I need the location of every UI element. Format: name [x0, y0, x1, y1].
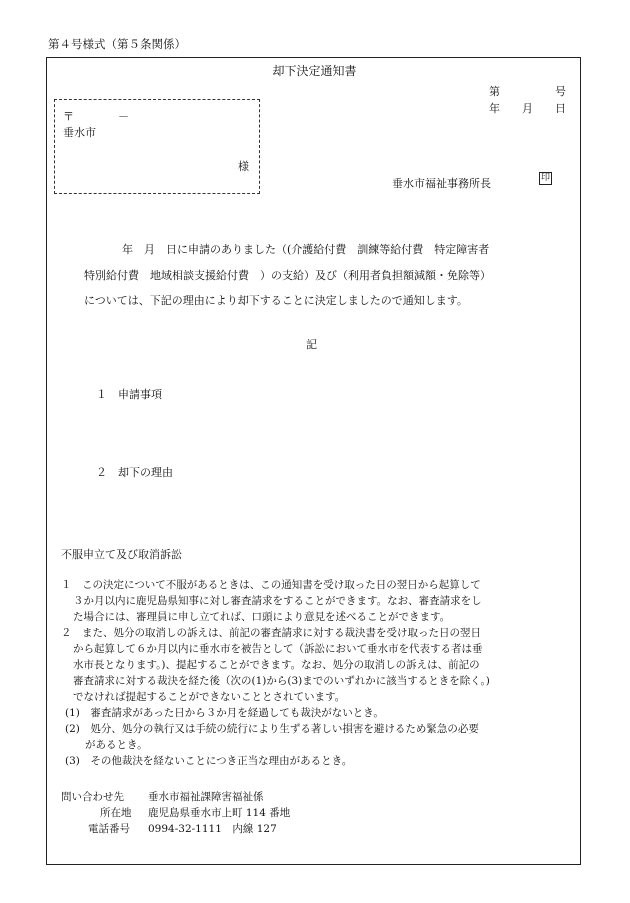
- appeal-line: 審査請求に対する裁決を経た後（次の(1)から(3)までのいずれかに該当するときを除く。): [73, 675, 490, 687]
- appeal-line: (3) その他裁決を経ないことにつき正当な理由があるとき。: [65, 755, 353, 767]
- appeal-line: た場合には、審理員に申し立てれば、口頭により意見を述べることができます。: [73, 611, 451, 623]
- item-application: １ 申請事項: [96, 388, 162, 401]
- body-line-2: 特別給付費 地域相談支援給付費 ）の支給）及び（利用者負担額減額・免除等）: [84, 269, 491, 282]
- appeal-line: ３か月以内に鹿児島県知事に対し審査請求をすることができます。なお、審査請求をし: [73, 595, 482, 607]
- appeal-line: から起算して６か月以内に垂水市を被告として（訴訟において垂水市を代表する者は垂: [73, 643, 483, 655]
- appeal-heading: 不服申立て及び取消訴訟: [61, 548, 182, 561]
- seal-mark: 印: [540, 173, 550, 183]
- document-number: 第 号: [489, 85, 566, 98]
- document-title: 却下決定通知書: [272, 64, 357, 78]
- appeal-line: でなければ提起することができないこととされています。: [73, 691, 346, 703]
- issuer-name: 垂水市福祉事務所長: [392, 177, 491, 190]
- contact-phone: 0994-32-1111 内線 127: [148, 823, 277, 835]
- appeal-line: ２ また、処分の取消しの訴えは、前記の審査請求に対する裁決書を受け取った日の翌日: [61, 627, 481, 639]
- ki-mark: 記: [306, 338, 317, 351]
- contact-phone-label: 電話番号: [88, 823, 130, 835]
- appeal-line: (2) 処分、処分の執行又は手続の続行により生ずる著しい損害を避けるため緊急の必要: [65, 723, 479, 735]
- appeal-line: １ この決定について不服があるときは、この通知書を受け取った日の翌日から起算して: [61, 579, 481, 591]
- item-reason: ２ 却下の理由: [96, 466, 173, 479]
- contact-label: 問い合わせ先: [61, 791, 124, 803]
- recipient-city: 垂水市: [63, 126, 96, 139]
- body-line-1: 年 月 日に申請のありました（(介護給付費 訓練等給付費 特定障害者: [122, 243, 490, 256]
- body-line-3: については、下記の理由により却下することに決定しましたので通知します。: [84, 294, 468, 307]
- appeal-line: があるとき。: [85, 739, 148, 751]
- recipient-address-box: [54, 99, 260, 194]
- document-frame: [46, 57, 581, 865]
- appeal-line: 水市長となります。)、提起することができます。なお、処分の取消しの訴えは、前記の: [73, 659, 480, 671]
- document-date: 年 月 日: [489, 102, 566, 115]
- contact-address-label: 所在地: [100, 807, 132, 819]
- form-label: 第４号様式（第５条関係）: [48, 37, 186, 51]
- postal-code: 〒 －: [63, 110, 129, 123]
- contact-address: 鹿児島県垂水市上町 114 番地: [148, 807, 291, 819]
- recipient-honorific: 様: [238, 160, 249, 173]
- contact-department: 垂水市福祉課障害福祉係: [148, 791, 264, 803]
- appeal-line: (1) 審査請求があった日から３か月を経過しても裁決がないとき。: [65, 707, 384, 719]
